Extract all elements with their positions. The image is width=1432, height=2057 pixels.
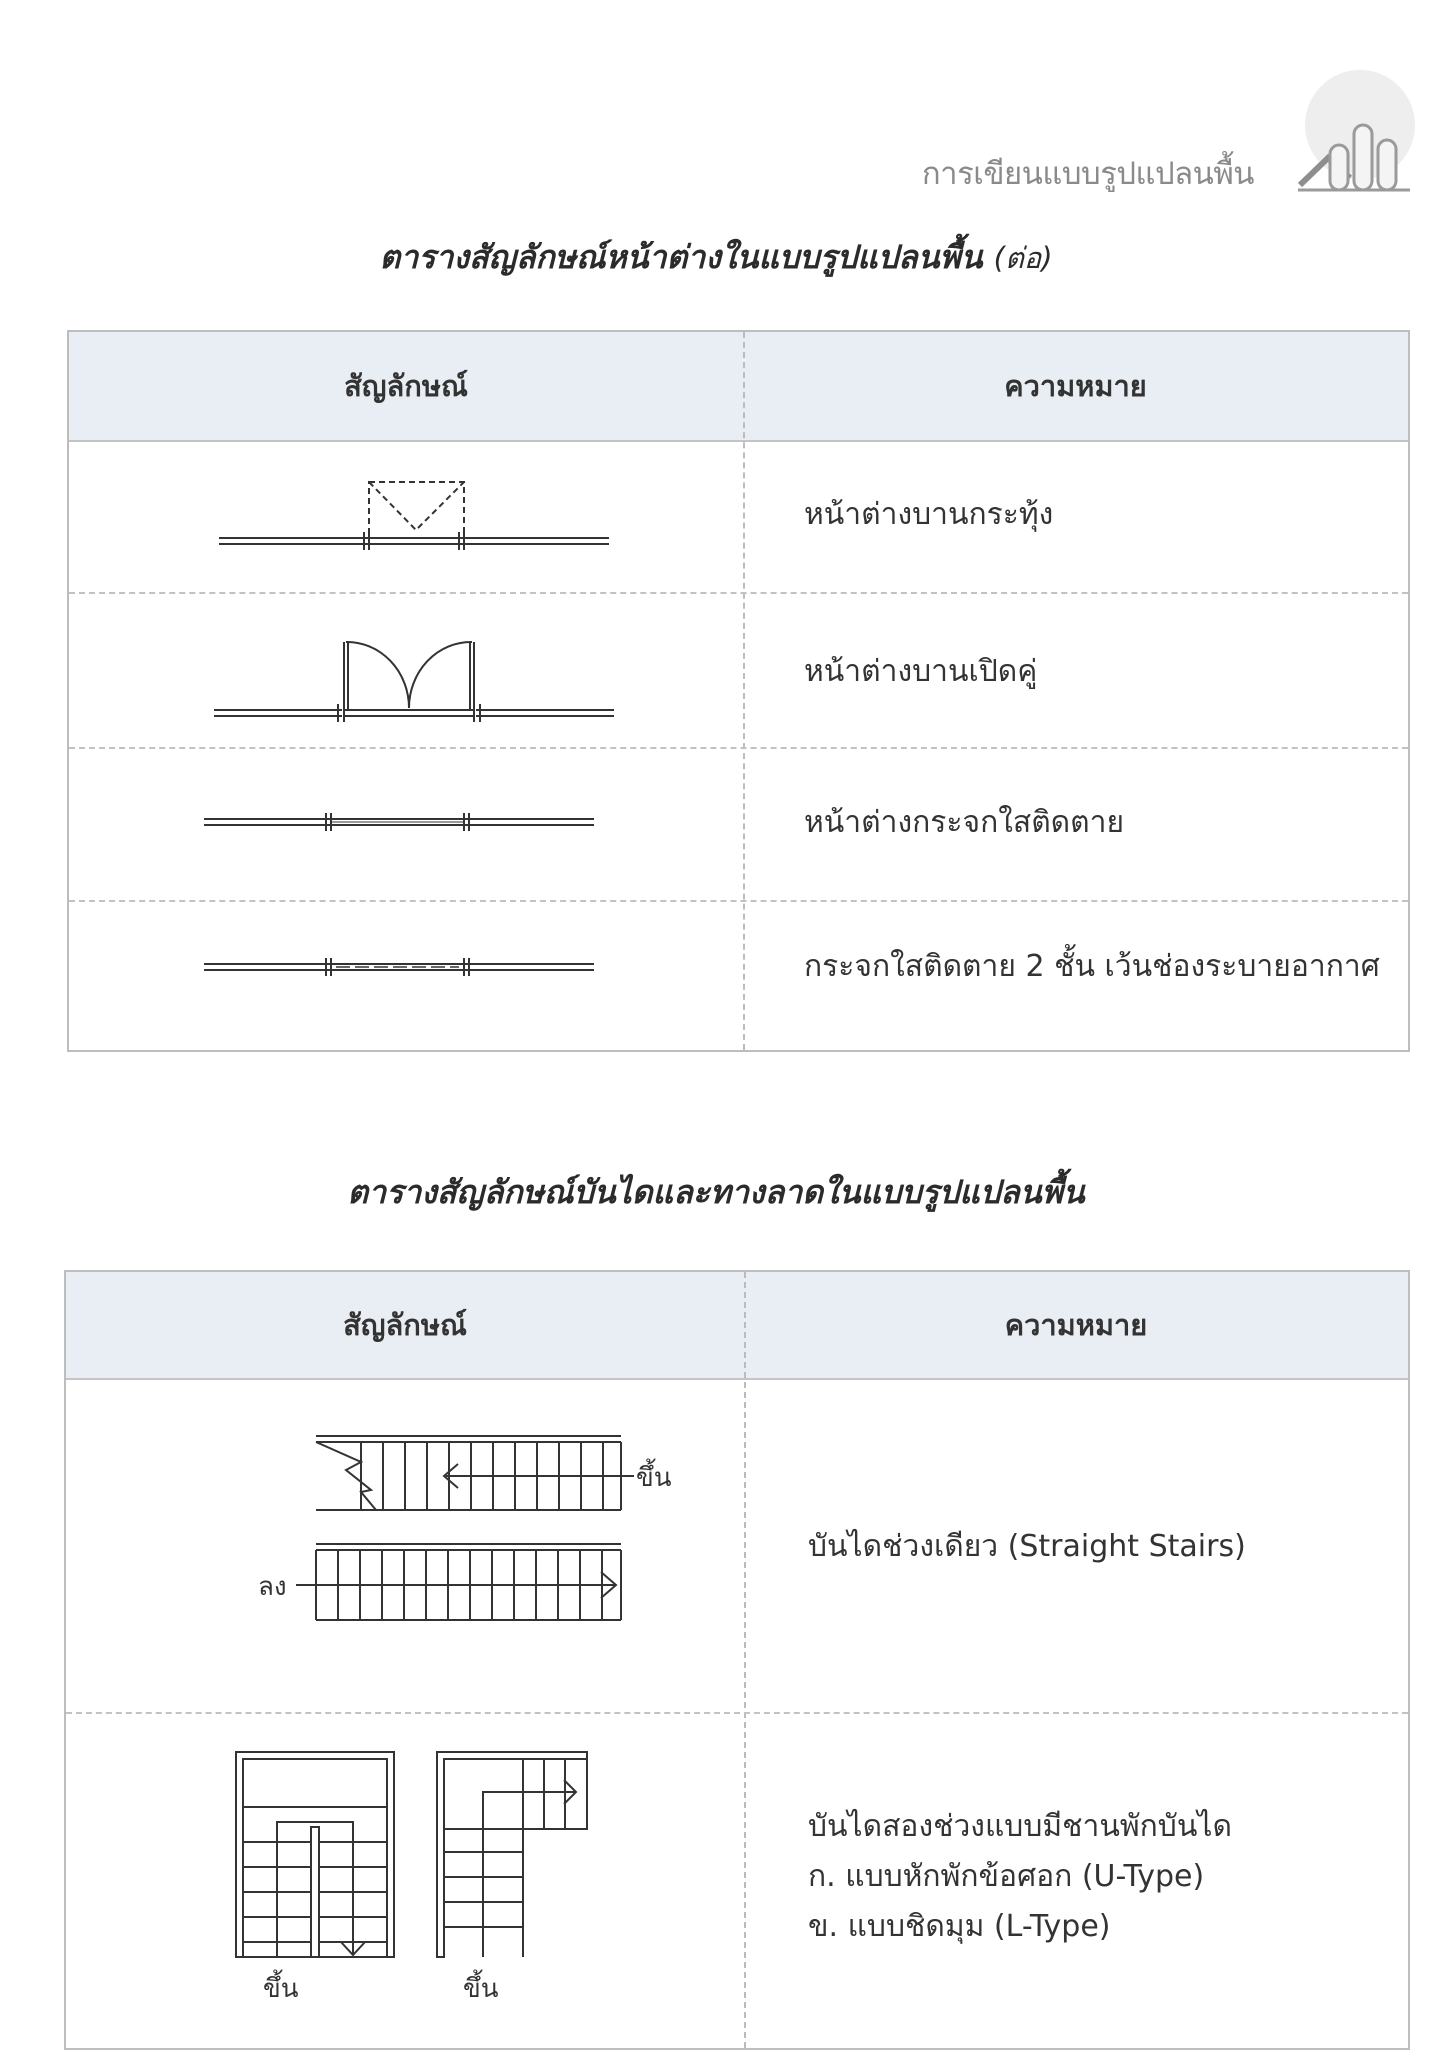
row-divider — [66, 1712, 1408, 1714]
column-header-symbol: สัญลักษณ์ — [343, 1308, 467, 1342]
meaning-two-flight-line-1: บันไดสองช่วงแบบมีชานพักบันได — [808, 1809, 1232, 1844]
window-symbol-table — [67, 330, 1410, 1052]
meaning-straight-stairs: บันไดช่วงเดียว (Straight Stairs) — [808, 1529, 1246, 1564]
straight-stairs-symbol-icon — [176, 1422, 676, 1682]
meaning-two-flight-line-3: ข. แบบชิดมุม (L-Type) — [808, 1909, 1111, 1944]
column-divider — [743, 332, 745, 1050]
house-chart-logo-icon — [1290, 60, 1420, 200]
column-header-meaning: ความหมาย — [1004, 1308, 1148, 1342]
column-header-meaning: ความหมาย — [1004, 369, 1147, 403]
table-header — [69, 332, 1408, 442]
meaning-awning-window: หน้าต่างบานกระทุ้ง — [804, 497, 1054, 532]
meaning-double-fixed-glass: กระจกใสติดตาย 2 ชั้น เว้นช่องระบายอากาศ — [804, 949, 1380, 984]
awning-window-symbol-icon — [219, 472, 619, 562]
column-divider — [744, 1272, 746, 2048]
stair-symbol-table — [64, 1270, 1410, 2050]
window-table-title — [0, 232, 1432, 283]
label-up-u-type: ขึ้น — [263, 1974, 299, 2004]
meaning-fixed-glass-window: หน้าต่างกระจกใสติดตาย — [804, 805, 1125, 840]
meaning-two-flight-line-2: ก. แบบหักพักข้อศอก (U-Type) — [808, 1859, 1205, 1894]
label-down: ลง — [258, 1572, 287, 1602]
stair-table-title-text: ตารางสัญลักษณ์บันไดและทางลาดในแบบรูปแปลนพื้น — [347, 1173, 1085, 1211]
label-up-l-type: ขึ้น — [463, 1974, 499, 2004]
window-table-title-text: ตารางสัญลักษณ์หน้าต่างในแบบรูปแปลนพื้น — [379, 238, 983, 276]
two-flight-stairs-symbol-icon — [231, 1747, 651, 2057]
double-fixed-glass-vent-symbol-icon — [204, 947, 604, 987]
label-up: ขึ้น — [636, 1463, 672, 1493]
row-divider — [69, 900, 1408, 902]
window-table-title-suffix: (ต่อ) — [993, 241, 1053, 275]
row-divider — [69, 592, 1408, 594]
meaning-double-casement-window: หน้าต่างบานเปิดคู่ — [804, 654, 1038, 689]
double-casement-window-symbol-icon — [214, 622, 624, 732]
fixed-glass-window-symbol-icon — [204, 802, 604, 842]
row-divider — [69, 747, 1408, 749]
header-title: การเขียนแบบรูปแปลนพื้น — [921, 156, 1254, 192]
table-header — [66, 1272, 1408, 1380]
stair-table-title — [0, 1167, 1432, 1218]
column-header-symbol: สัญลักษณ์ — [344, 369, 468, 403]
